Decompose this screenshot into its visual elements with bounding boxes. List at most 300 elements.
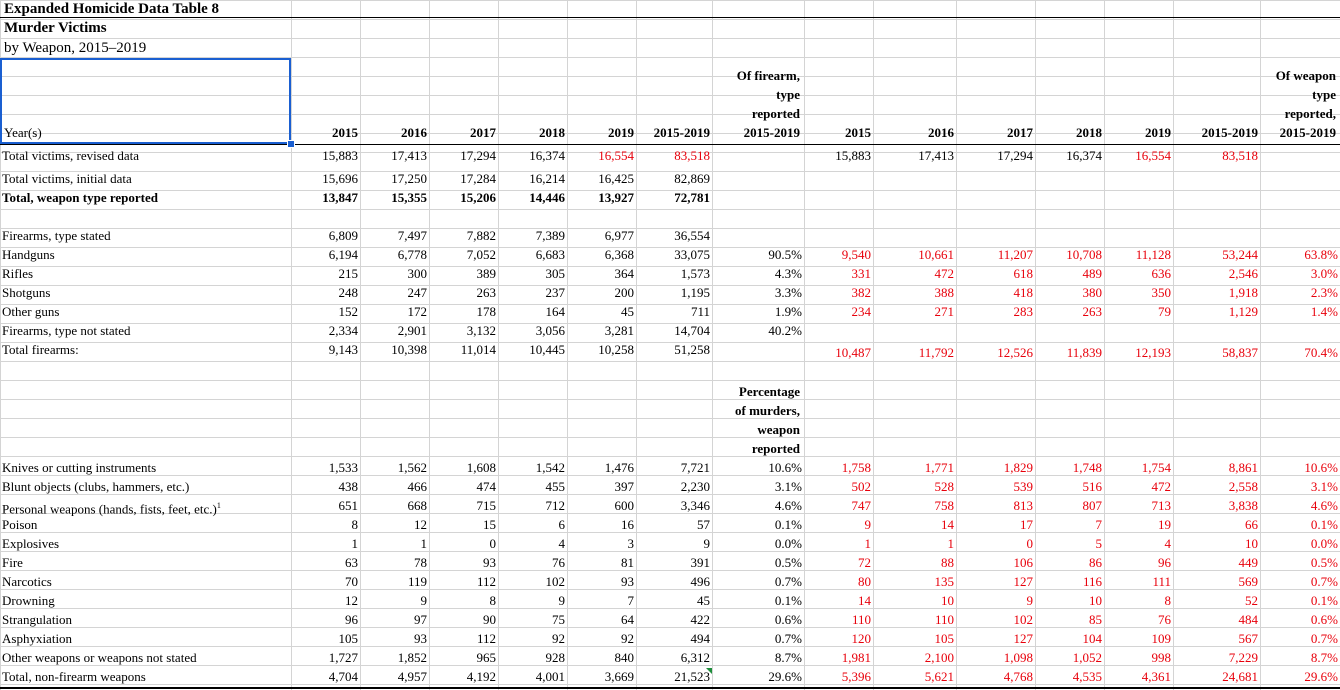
table-cell: 17,284 <box>460 171 496 186</box>
pct-cell: 3.3% <box>774 285 802 300</box>
table-cell: 484 <box>1238 612 1258 627</box>
header-pct-murders-4: reported <box>751 441 800 456</box>
table-cell: 7,882 <box>466 228 496 243</box>
pct-cell: 1.4% <box>1310 304 1338 319</box>
pct-cell: 10.6% <box>768 460 802 475</box>
selected-cell-range[interactable] <box>0 58 291 144</box>
table-cell: 93 <box>414 631 427 646</box>
table-cell: 449 <box>1238 555 1258 570</box>
header-weapon-type-4: 2015-2019 <box>1279 125 1336 140</box>
table-cell: 422 <box>690 612 710 627</box>
pct-cell: 40.2% <box>768 323 802 338</box>
table-cell: 10,708 <box>1066 247 1102 262</box>
table-cell: 4,192 <box>466 669 496 684</box>
column-header-year: 2019 <box>1145 125 1171 140</box>
table-cell: 715 <box>476 498 496 513</box>
table-cell: 78 <box>414 555 427 570</box>
table-cell: 16,554 <box>598 148 634 163</box>
table-cell: 63 <box>345 555 358 570</box>
table-cell: 4,704 <box>328 669 358 684</box>
header-firearm-type-4: 2015-2019 <box>743 125 800 140</box>
column-header-year: 2015 <box>845 125 871 140</box>
row-label: Narcotics <box>2 574 52 589</box>
table-cell: 90 <box>483 612 496 627</box>
table-cell: 747 <box>851 498 871 513</box>
table-cell: 1,608 <box>466 460 496 475</box>
row-label: Rifles <box>2 266 34 281</box>
column-header-year: 2017 <box>1007 125 1033 140</box>
table-cell: 3,281 <box>604 323 634 338</box>
table-cell: 1,918 <box>1228 285 1258 300</box>
table-cell: 9 <box>864 517 871 532</box>
footnote-marker: 1 <box>216 501 221 510</box>
table-cell: 16,425 <box>598 171 634 186</box>
table-cell: 1,754 <box>1141 460 1171 475</box>
pct-cell: 3.1% <box>774 479 802 494</box>
table-cell: 83,518 <box>674 148 710 163</box>
row-label: Knives or cutting instruments <box>2 460 157 475</box>
table-cell: 17,413 <box>918 148 954 163</box>
table-cell: 494 <box>690 631 710 646</box>
row-label: Firearms, type not stated <box>2 323 131 338</box>
table-cell: 17,250 <box>391 171 427 186</box>
table-cell: 45 <box>621 304 634 319</box>
table-cell: 4 <box>1164 536 1171 551</box>
pct-cell: 63.8% <box>1304 247 1338 262</box>
row-label: Personal weapons (hands, fists, feet, etc.)$^1$ <box>2 501 221 517</box>
table-cell: 248 <box>338 285 358 300</box>
row-label: Total victims, revised data <box>2 148 139 163</box>
rule-under-header <box>0 144 1340 145</box>
table-cell: 10,258 <box>598 342 634 357</box>
table-cell: 6 <box>558 517 565 532</box>
table-cell: 496 <box>690 574 710 589</box>
table-cell: 82,869 <box>674 171 710 186</box>
table-cell: 711 <box>690 304 710 319</box>
pct-cell: 2.3% <box>1310 285 1338 300</box>
table-cell: 569 <box>1238 574 1258 589</box>
table-cell: 12,526 <box>997 345 1033 360</box>
column-header-year: 2015 <box>332 125 358 140</box>
table-cell: 3,056 <box>535 323 565 338</box>
table-cell: 172 <box>407 304 427 319</box>
table-cell: 127 <box>1013 631 1033 646</box>
table-cell: 52 <box>1245 593 1258 608</box>
table-cell: 70 <box>345 574 358 589</box>
table-cell: 840 <box>614 650 634 665</box>
table-cell: 6,809 <box>328 228 358 243</box>
table-cell: 3 <box>627 536 634 551</box>
table-cell: 92 <box>552 631 565 646</box>
table-cell: 8 <box>351 517 358 532</box>
table-cell: 16,374 <box>529 148 565 163</box>
table-cell: 528 <box>934 479 954 494</box>
table-cell: 106 <box>1013 555 1033 570</box>
column-header-year: 2016 <box>401 125 427 140</box>
table-cell: 33,075 <box>674 247 710 262</box>
table-cell: 12 <box>345 593 358 608</box>
table-cell: 96 <box>345 612 358 627</box>
table-cell: 1,195 <box>680 285 710 300</box>
table-cell: 110 <box>851 612 871 627</box>
table-title: Expanded Homicide Data Table 8 <box>4 1 220 17</box>
table-cell: 418 <box>1013 285 1033 300</box>
table-cell: 234 <box>851 304 871 319</box>
table-cell: 76 <box>552 555 565 570</box>
table-cell: 17 <box>1020 517 1033 532</box>
table-cell: 104 <box>1082 631 1102 646</box>
table-cell: 5 <box>1095 536 1102 551</box>
table-cell: 51,258 <box>674 342 710 357</box>
table-cell: 93 <box>621 574 634 589</box>
table-cell: 45 <box>697 593 710 608</box>
table-cell: 112 <box>476 631 496 646</box>
table-cell: 10,445 <box>529 342 565 357</box>
table-cell: 391 <box>690 555 710 570</box>
table-cell: 1,476 <box>604 460 634 475</box>
header-weapon-type-3: reported, <box>1284 106 1336 121</box>
table-cell: 1,981 <box>841 650 871 665</box>
row-label: Total firearms: <box>2 342 79 357</box>
row-label: Shotguns <box>2 285 51 300</box>
table-cell: 9 <box>1026 593 1033 608</box>
table-cell: 7 <box>1095 517 1102 532</box>
table-cell: 72 <box>858 555 871 570</box>
table-cell: 928 <box>545 650 565 665</box>
table-cell: 16 <box>621 517 634 532</box>
pct-cell: 8.7% <box>1310 650 1338 665</box>
table-cell: 6,368 <box>604 247 634 262</box>
table-cell: 7,389 <box>535 228 565 243</box>
row-label: Drowning <box>2 593 55 608</box>
pct-cell: 90.5% <box>768 247 802 262</box>
error-indicator-icon <box>706 668 712 674</box>
table-cell: 16,214 <box>529 171 565 186</box>
header-pct-murders-2: of murders, <box>735 403 800 418</box>
table-cell: 14,704 <box>674 323 710 338</box>
table-cell: 164 <box>545 304 565 319</box>
column-header-year: 2016 <box>928 125 954 140</box>
pct-cell: 0.1% <box>1310 517 1338 532</box>
column-header-year: 2015-2019 <box>1201 125 1258 140</box>
table-cell: 618 <box>1013 266 1033 281</box>
table-cell: 305 <box>545 266 565 281</box>
table-subtitle-victims: Murder Victims <box>4 20 107 36</box>
table-cell: 112 <box>476 574 496 589</box>
table-cell: 15,206 <box>460 190 496 205</box>
table-cell: 7,497 <box>397 228 427 243</box>
table-cell: 64 <box>621 612 634 627</box>
table-cell: 17,294 <box>460 148 496 163</box>
row-label: Asphyxiation <box>2 631 73 646</box>
table-cell: 152 <box>338 304 358 319</box>
table-cell: 86 <box>1089 555 1102 570</box>
pct-cell: 0.5% <box>774 555 802 570</box>
table-cell: 813 <box>1013 498 1033 513</box>
table-cell: 93 <box>483 555 496 570</box>
table-cell: 263 <box>1082 304 1102 319</box>
row-label: Fire <box>2 555 23 570</box>
pct-cell: 4.6% <box>1310 498 1338 513</box>
pct-cell: 29.6% <box>1304 669 1338 684</box>
table-cell: 7,052 <box>466 247 496 262</box>
row-label: Blunt objects (clubs, hammers, etc.) <box>2 479 190 494</box>
table-cell: 10 <box>1089 593 1102 608</box>
header-pct-murders-1: Percentage <box>738 384 800 399</box>
table-cell: 88 <box>941 555 954 570</box>
table-cell: 57 <box>697 517 710 532</box>
row-label: Total victims, initial data <box>2 171 132 186</box>
table-cell: 1,758 <box>841 460 871 475</box>
table-cell: 58,837 <box>1222 345 1258 360</box>
table-cell: 1 <box>351 536 358 551</box>
table-cell: 567 <box>1238 631 1258 646</box>
table-cell: 364 <box>614 266 634 281</box>
table-cell: 8 <box>489 593 496 608</box>
table-cell: 5,621 <box>924 669 954 684</box>
row-label: Total, weapon type reported <box>2 190 158 205</box>
table-cell: 9 <box>420 593 427 608</box>
table-cell: 11,792 <box>918 345 954 360</box>
table-cell: 135 <box>934 574 954 589</box>
table-cell: 200 <box>614 285 634 300</box>
table-cell: 6,778 <box>397 247 427 262</box>
table-cell: 0 <box>489 536 496 551</box>
table-cell: 1,852 <box>397 650 427 665</box>
table-cell: 3,132 <box>466 323 496 338</box>
table-cell: 76 <box>1158 612 1171 627</box>
table-cell: 3,838 <box>1228 498 1258 513</box>
table-cell: 247 <box>407 285 427 300</box>
table-cell: 16,374 <box>1066 148 1102 163</box>
row-label: Firearms, type stated <box>2 228 111 243</box>
pct-cell: 0.1% <box>774 593 802 608</box>
table-cell: 4,001 <box>535 669 565 684</box>
table-cell: 1,829 <box>1003 460 1033 475</box>
table-cell: 600 <box>614 498 634 513</box>
table-cell: 4,957 <box>397 669 427 684</box>
pct-cell: 8.7% <box>774 650 802 665</box>
header-weapon-type-2: type <box>1312 87 1336 102</box>
table-cell: 713 <box>1151 498 1171 513</box>
table-cell: 109 <box>1151 631 1171 646</box>
grid-row-line <box>0 399 1340 400</box>
table-cell: 237 <box>545 285 565 300</box>
pct-cell: 29.6% <box>768 669 802 684</box>
pct-cell: 0.1% <box>774 517 802 532</box>
table-cell: 178 <box>476 304 496 319</box>
grid-row-line <box>0 209 1340 210</box>
table-cell: 1,533 <box>328 460 358 475</box>
table-cell: 72,781 <box>674 190 710 205</box>
table-cell: 1,098 <box>1003 650 1033 665</box>
column-header-year: 2017 <box>470 125 496 140</box>
table-cell: 1,129 <box>1228 304 1258 319</box>
grid-row-line <box>0 456 1340 457</box>
table-cell: 998 <box>1151 650 1171 665</box>
table-cell: 712 <box>545 498 565 513</box>
table-cell: 9 <box>703 536 710 551</box>
table-cell: 15 <box>483 517 496 532</box>
table-cell: 105 <box>338 631 358 646</box>
row-label: Total, non-firearm weapons <box>2 669 146 684</box>
table-cell: 10,398 <box>391 342 427 357</box>
table-cell: 79 <box>1158 304 1171 319</box>
rule-under-title <box>0 17 1340 18</box>
table-cell: 9 <box>558 593 565 608</box>
table-cell: 120 <box>851 631 871 646</box>
table-cell: 489 <box>1082 266 1102 281</box>
table-cell: 6,312 <box>680 650 710 665</box>
table-cell: 1,573 <box>680 266 710 281</box>
table-cell: 8,861 <box>1228 460 1258 475</box>
table-cell: 12 <box>414 517 427 532</box>
pct-cell: 4.3% <box>774 266 802 281</box>
header-years-label: Year(s) <box>4 125 42 140</box>
table-cell: 10,487 <box>835 345 871 360</box>
table-cell: 96 <box>1158 555 1171 570</box>
table-cell: 758 <box>934 498 954 513</box>
table-cell: 472 <box>934 266 954 281</box>
pct-cell: 0.5% <box>1310 555 1338 570</box>
table-cell: 382 <box>851 285 871 300</box>
row-label: Poison <box>2 517 38 532</box>
table-cell: 455 <box>545 479 565 494</box>
table-cell: 271 <box>934 304 954 319</box>
table-cell: 12,193 <box>1135 345 1171 360</box>
table-cell: 11,128 <box>1135 247 1171 262</box>
table-cell: 36,554 <box>674 228 710 243</box>
table-cell: 1,542 <box>535 460 565 475</box>
table-cell: 11,207 <box>997 247 1033 262</box>
pct-cell: 0.7% <box>774 631 802 646</box>
table-cell: 1,562 <box>397 460 427 475</box>
table-cell: 4,361 <box>1141 669 1171 684</box>
table-cell: 263 <box>476 285 496 300</box>
table-cell: 119 <box>407 574 427 589</box>
table-cell: 14 <box>941 517 954 532</box>
pct-cell: 0.7% <box>1310 631 1338 646</box>
table-cell: 10 <box>941 593 954 608</box>
header-pct-murders-3: weapon <box>757 422 800 437</box>
table-subtitle-weapon: by Weapon, 2015–2019 <box>4 40 147 56</box>
table-cell: 0 <box>1026 536 1033 551</box>
table-cell: 127 <box>1013 574 1033 589</box>
table-cell: 668 <box>407 498 427 513</box>
table-cell: 83,518 <box>1222 148 1258 163</box>
table-cell: 300 <box>407 266 427 281</box>
table-cell: 13,847 <box>322 190 358 205</box>
table-cell: 17,294 <box>997 148 1033 163</box>
table-cell: 102 <box>1013 612 1033 627</box>
table-cell: 75 <box>552 612 565 627</box>
table-cell: 466 <box>407 479 427 494</box>
grid-row-line <box>0 38 1340 39</box>
table-cell: 10,661 <box>918 247 954 262</box>
row-label: Handguns <box>2 247 55 262</box>
table-cell: 7 <box>627 593 634 608</box>
table-cell: 1,748 <box>1072 460 1102 475</box>
table-cell: 283 <box>1013 304 1033 319</box>
header-firearm-type-3: reported <box>751 106 800 121</box>
table-cell: 215 <box>338 266 358 281</box>
pct-cell: 0.6% <box>1310 612 1338 627</box>
table-cell: 6,683 <box>535 247 565 262</box>
grid-row-line <box>0 19 1340 20</box>
table-cell: 4 <box>558 536 565 551</box>
pct-cell: 0.0% <box>1310 536 1338 551</box>
table-cell: 4,535 <box>1072 669 1102 684</box>
table-cell: 7,229 <box>1228 650 1258 665</box>
table-cell: 807 <box>1082 498 1102 513</box>
table-cell: 110 <box>934 612 954 627</box>
table-cell: 15,696 <box>322 171 358 186</box>
table-cell: 9,540 <box>841 247 871 262</box>
pct-cell: 3.0% <box>1310 266 1338 281</box>
column-header-year: 2019 <box>608 125 634 140</box>
table-cell: 2,100 <box>924 650 954 665</box>
pct-cell: 1.9% <box>774 304 802 319</box>
table-cell: 7,721 <box>680 460 710 475</box>
table-cell: 53,244 <box>1222 247 1258 262</box>
table-cell: 472 <box>1151 479 1171 494</box>
table-cell: 14,446 <box>529 190 565 205</box>
table-cell: 19 <box>1158 517 1171 532</box>
table-cell: 116 <box>1082 574 1102 589</box>
table-cell: 474 <box>476 479 496 494</box>
table-cell: 80 <box>858 574 871 589</box>
table-cell: 331 <box>851 266 871 281</box>
table-cell: 14 <box>858 593 871 608</box>
grid-row-line <box>0 380 1340 381</box>
table-cell: 438 <box>338 479 358 494</box>
table-cell: 15,355 <box>391 190 427 205</box>
table-cell: 2,901 <box>397 323 427 338</box>
table-cell: 17,413 <box>391 148 427 163</box>
pct-cell: 4.6% <box>774 498 802 513</box>
table-cell: 15,883 <box>322 148 358 163</box>
table-cell: 85 <box>1089 612 1102 627</box>
table-cell: 97 <box>414 612 427 627</box>
row-label: Other guns <box>2 304 60 319</box>
table-cell: 6,194 <box>328 247 358 262</box>
table-cell: 1 <box>864 536 871 551</box>
table-cell: 66 <box>1245 517 1258 532</box>
table-cell: 11,014 <box>460 342 496 357</box>
column-header-year: 2015-2019 <box>653 125 710 140</box>
grid-row-line <box>0 437 1340 438</box>
table-cell: 8 <box>1164 593 1171 608</box>
table-cell: 1,052 <box>1072 650 1102 665</box>
table-cell: 1 <box>420 536 427 551</box>
pct-cell: 0.6% <box>774 612 802 627</box>
table-cell: 965 <box>476 650 496 665</box>
pct-cell: 3.1% <box>1310 479 1338 494</box>
table-cell: 502 <box>851 479 871 494</box>
table-cell: 13,927 <box>598 190 634 205</box>
pct-cell: 0.7% <box>774 574 802 589</box>
column-header-year: 2018 <box>1076 125 1102 140</box>
table-cell: 2,546 <box>1228 266 1258 281</box>
table-cell: 2,230 <box>680 479 710 494</box>
table-cell: 6,977 <box>604 228 634 243</box>
table-cell: 1 <box>947 536 954 551</box>
table-cell: 397 <box>614 479 634 494</box>
table-cell: 3,346 <box>680 498 710 513</box>
fill-handle[interactable] <box>287 140 295 148</box>
table-cell: 516 <box>1082 479 1102 494</box>
table-cell: 1,727 <box>328 650 358 665</box>
